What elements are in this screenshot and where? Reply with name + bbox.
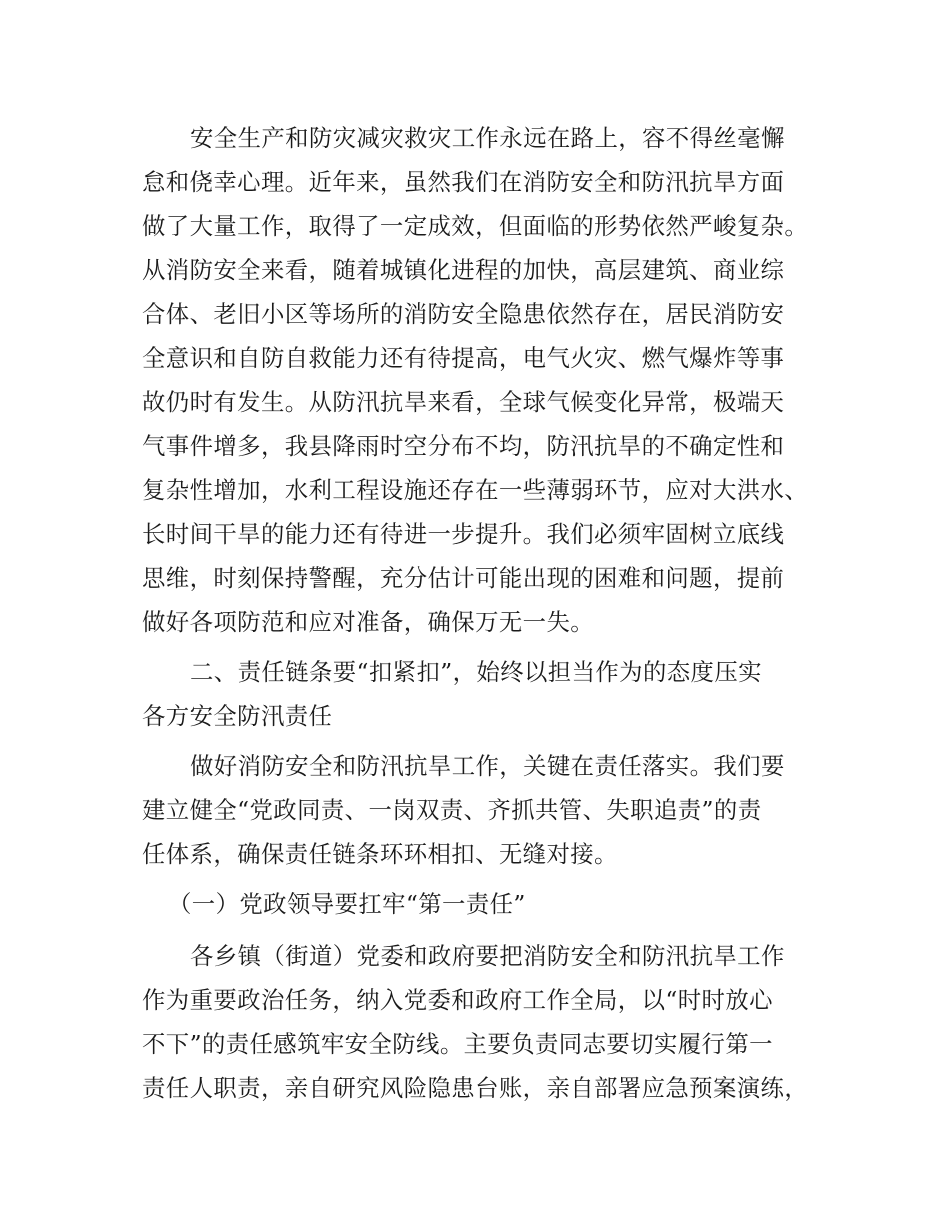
paragraph-line: 气事件增多，我县降雨时空分布不均，防汛抗旱的不确定性和 bbox=[142, 432, 785, 460]
paragraph-line: 复杂性增加，水利工程设施还存在一些薄弱环节，应对大洪水、 bbox=[142, 476, 809, 504]
paragraph-line: 合体、老旧小区等场所的消防安全隐患依然存在，居民消防安 bbox=[142, 300, 785, 328]
paragraph-line: 不下”的责任感筑牢安全防线。主要负责同志要切实履行第一 bbox=[142, 1030, 773, 1058]
paragraph-line: 责任人职责，亲自研究风险隐患台账，亲自部署应急预案演练， bbox=[142, 1074, 809, 1102]
paragraph-line: 建立健全“党政同责、一岗双责、齐抓共管、失职追责”的责 bbox=[142, 796, 762, 824]
section-heading-line: 二、责任链条要“扣紧扣”，始终以担当作为的态度压实 bbox=[190, 658, 762, 686]
paragraph-line: 作为重要政治任务，纳入党委和政府工作全局，以“时时放心 bbox=[142, 986, 773, 1014]
paragraph-line: 故仍时有发生。从防汛抗旱来看，全球气候变化异常，极端天 bbox=[142, 388, 785, 416]
paragraph-line: 全意识和自防自救能力还有待提高，电气火灾、燃气爆炸等事 bbox=[142, 344, 785, 372]
paragraph-line: 各乡镇（街道）党委和政府要把消防安全和防汛抗旱工作 bbox=[190, 942, 785, 970]
paragraph-line: 做好各项防范和应对准备，确保万无一失。 bbox=[142, 608, 595, 636]
paragraph-line: 安全生产和防灾减灾救灾工作永远在路上，容不得丝毫懈 bbox=[190, 124, 785, 152]
subsection-heading: （一）党政领导要扛牢“第一责任” bbox=[168, 890, 526, 918]
paragraph-line: 从消防安全来看，随着城镇化进程的加快，高层建筑、商业综 bbox=[142, 256, 785, 284]
paragraph-line: 做好消防安全和防汛抗旱工作，关键在责任落实。我们要 bbox=[190, 752, 785, 780]
section-heading-line: 各方安全防汛责任 bbox=[142, 702, 333, 730]
paragraph-line: 长时间干旱的能力还有待进一步提升。我们必须牢固树立底线 bbox=[142, 520, 785, 548]
paragraph-line: 思维，时刻保持警醒，充分估计可能出现的困难和问题，提前 bbox=[142, 564, 785, 592]
paragraph-line: 做了大量工作，取得了一定成效，但面临的形势依然严峻复杂。 bbox=[142, 212, 809, 240]
paragraph-line: 怠和侥幸心理。近年来，虽然我们在消防安全和防汛抗旱方面 bbox=[142, 168, 785, 196]
paragraph-line: 任体系，确保责任链条环环相扣、无缝对接。 bbox=[142, 840, 618, 868]
